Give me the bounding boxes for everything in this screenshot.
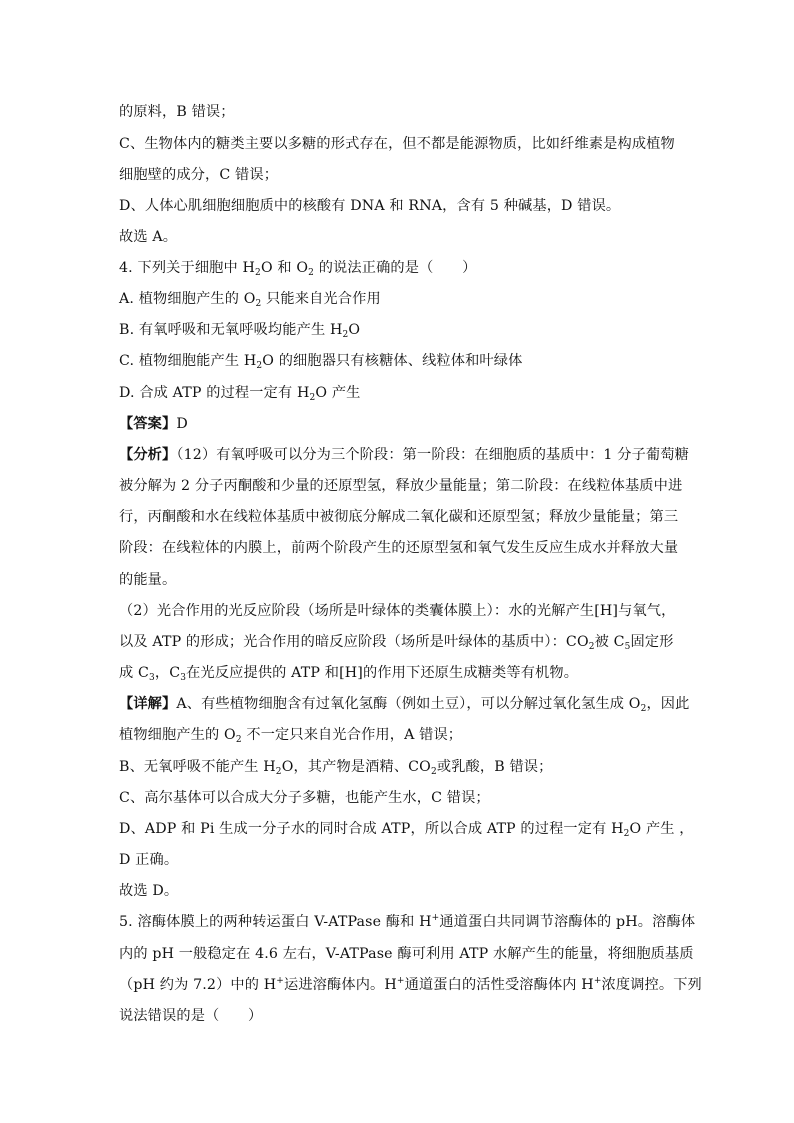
line-20 [119, 725, 462, 745]
line-18 [119, 663, 578, 683]
line-29: 说法错误的是（ ） [119, 1008, 263, 1024]
text-run: （pH 约为 7.2）中的 H [119, 977, 277, 993]
line-16: （2）光合作用的光反应阶段（场所是叶绿体的类囊体膜上）：水的光解产生[H]与氧气， [119, 603, 676, 619]
superscript: + [396, 976, 405, 986]
line-13: 行，丙酮酸和水在线粒体基质中被彻底分解成二氧化碳和还原型氢；释放少量能量；第三 [119, 509, 679, 525]
bold-label: 【答案】 [119, 416, 177, 432]
line-19 [119, 694, 689, 714]
line-14: 阶段：在线粒体的内膜上，前两个阶段产生的还原型氢和氧气发生反应生成水并释放大量 [119, 540, 679, 556]
subscript: 2 [275, 767, 282, 777]
text-run: D. 合成 ATP 的过程一定有 H [119, 385, 310, 401]
line-11 [119, 445, 689, 465]
text-run: D [176, 416, 188, 432]
text-run: ，因此 [646, 696, 690, 712]
bold-label: 【详解】 [119, 696, 177, 712]
line-22: C、高尔基体可以合成大分子多糖，也能产生水，C 错误； [119, 790, 490, 806]
line-27: 内的 pH 一般稳定在 4.6 左右，V-ATPase 酶可利用 ATP 水解产生的能量，将细胞质基质 [119, 946, 694, 962]
line-28 [119, 975, 702, 995]
line-15: 的能量。 [119, 572, 177, 588]
text-run: A、有些植物细胞含有过氧化氢酶（例如土豆），可以分解过氧化氢生成 O [176, 696, 641, 712]
text-run: 不一定只来自光合作用，A 错误； [241, 727, 463, 743]
subscript: 2 [255, 268, 261, 278]
subscript: 2 [588, 642, 595, 652]
line-24: D 正确。 [119, 852, 179, 868]
text-run: O，其产物是酒精、CO [281, 759, 431, 775]
text-run: B、无氧呼吸不能产生 H [119, 759, 276, 775]
text-run: 浓度调控。下列 [601, 977, 702, 993]
subscript: 5 [624, 642, 631, 652]
text-run: O [348, 322, 361, 338]
line-4: 故选 A。 [119, 229, 178, 245]
subscript: 2 [342, 330, 349, 340]
superscript: + [276, 976, 284, 986]
line-3: D、人体心肌细胞细胞质中的核酸有 DNA 和 RNA，含有 5 种碱基，D 错误。 [119, 198, 621, 214]
text-run: 成 C [119, 665, 150, 681]
text-run: 通道蛋白共同调节溶酶体的 pH。溶酶体 [439, 914, 696, 930]
text-run: B. 有氧呼吸和无氧呼吸均能产生 H [119, 322, 343, 338]
text-run: 在光反应提供的 ATP 和[H]的作用下还原生成糖类等有机物。 [186, 665, 579, 681]
text-run: 4. 下列关于细胞中 H [119, 260, 256, 276]
subscript: 2 [430, 767, 437, 777]
line-0: 的原料，B 错误； [119, 104, 235, 120]
subscript: 2 [309, 393, 316, 403]
line-21 [119, 757, 552, 777]
line-23 [119, 819, 694, 839]
text-run: O 产生 ， [629, 821, 694, 837]
line-25: 故选 D。 [119, 883, 179, 899]
text-run: 植物细胞产生的 O [119, 727, 236, 743]
superscript: + [431, 913, 440, 923]
line-12: 被分解为 2 分子丙酮酸和少量的还原型氢，释放少量能量；第二阶段：在线粒体基质中进 [119, 478, 683, 494]
subscript: 2 [255, 299, 262, 309]
subscript: 3 [180, 673, 187, 683]
line-17 [119, 632, 674, 652]
subscript: 2 [623, 829, 630, 839]
text-run: D、ADP 和 Pi 生成一分子水的同时合成 ATP，所以合成 ATP 的过程一定有 H [119, 821, 624, 837]
text-run: O 的细胞器只有核糖体、线粒体和叶绿体 [262, 353, 523, 369]
text-run: （12）有氧呼吸可以分为三个阶段：第一阶段：在细胞质的基质中：1 分子葡萄糖 [176, 447, 689, 463]
text-run: A. 植物细胞产生的 O [119, 291, 256, 307]
subscript: 2 [640, 704, 647, 714]
text-run: O 和 O [260, 260, 309, 276]
line-8 [119, 351, 522, 371]
text-run: ，C [154, 665, 181, 681]
text-run: 5. 溶酶体膜上的两种转运蛋白 V-ATPase 酶和 H [119, 914, 432, 930]
text-run: 以及 ATP 的形成；光合作用的暗反应阶段（场所是叶绿体的基质中）：CO [119, 634, 589, 650]
line-1: C、生物体内的糖类主要以多糖的形式存在，但不都是能源物质，比如纤维素是构成植物 [119, 136, 675, 152]
line-26 [119, 912, 695, 932]
subscript: 3 [149, 673, 155, 683]
line-2: 细胞壁的成分，C 错误； [119, 167, 279, 183]
text-run: C. 植物细胞能产生 H [119, 353, 257, 369]
line-7 [119, 320, 360, 340]
subscript: 2 [235, 735, 242, 745]
line-10 [119, 414, 188, 434]
line-5 [119, 258, 476, 278]
text-run: 或乳酸，B 错误； [436, 759, 553, 775]
subscript: 2 [256, 361, 263, 371]
text-run: 固定形 [630, 634, 674, 650]
text-run: 只能来自光合作用 [261, 291, 381, 307]
line-6 [119, 289, 381, 309]
text-run: 的说法正确的是（ ） [314, 260, 477, 276]
subscript: 2 [308, 268, 315, 278]
text-run: O 产生 [315, 385, 361, 401]
bold-label: 【分析】 [119, 447, 177, 463]
text-run: 运进溶酶体内。H [284, 977, 397, 993]
line-9 [119, 383, 361, 403]
text-run: 被 C [594, 634, 625, 650]
text-run: 通道蛋白的活性受溶酶体内 H [404, 977, 594, 993]
superscript: + [593, 976, 602, 986]
